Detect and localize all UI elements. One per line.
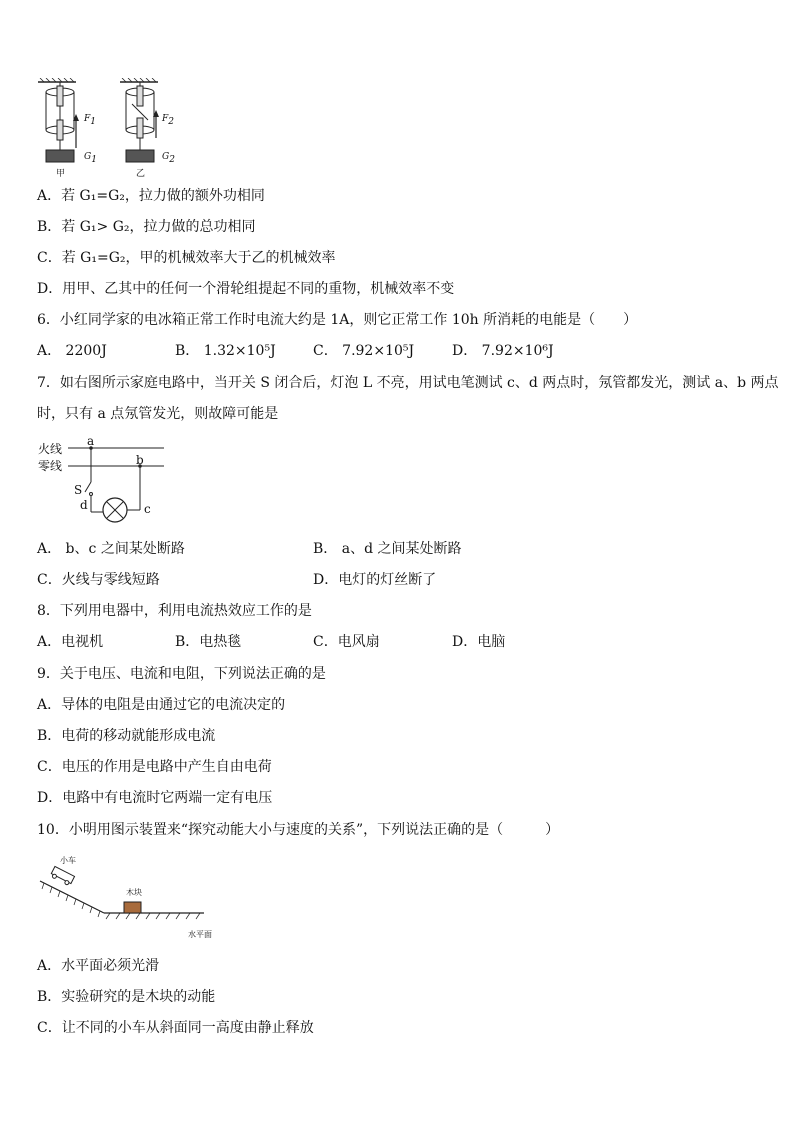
q9-option-a: A．导体的电阻是由通过它的电流决定的	[37, 697, 286, 713]
label-f2: $F_2$	[162, 114, 174, 127]
label-s: S	[74, 483, 83, 497]
q8-stem: 8．下列用电器中，利用电流热效应工作的是	[37, 603, 312, 619]
pulley-figure	[36, 78, 186, 178]
q7-option-d: D．电灯的灯丝断了	[313, 572, 437, 588]
q9-option-d: D．电路中有电流时它两端一定有电压	[37, 790, 273, 806]
label-b: b	[136, 453, 144, 467]
label-car: 小车	[60, 856, 76, 865]
label-f1: $F_1$	[84, 114, 96, 127]
label-yi: 乙	[136, 169, 146, 179]
q6-option-d: D． 7.92×10⁶J	[452, 343, 554, 359]
label-live-wire: 火线	[38, 442, 63, 456]
label-g2: $G_2$	[162, 152, 175, 165]
q5-option-a: A．若 G₁=G₂，拉力做的额外功相同	[37, 188, 265, 204]
q8-option-c: C．电风扇	[313, 634, 380, 650]
q7-option-b: B． a、d 之间某处断路	[313, 541, 462, 557]
q10-option-a: A．水平面必须光滑	[37, 958, 160, 974]
ramp-figure	[38, 853, 238, 943]
q6-option-b: B． 1.32×10⁵J	[175, 343, 276, 359]
label-block: 木块	[126, 888, 142, 897]
q10-option-b: B．实验研究的是木块的动能	[37, 989, 216, 1005]
label-jia: 甲	[56, 169, 66, 179]
q8-option-b: B．电热毯	[175, 634, 242, 650]
label-surface: 水平面	[188, 930, 212, 939]
label-g1: $G_1$	[84, 152, 97, 165]
q10-stem: 10．小明用图示装置来“探究动能大小与速度的关系”，下列说法正确的是（ ）	[37, 822, 560, 838]
label-a: a	[87, 434, 95, 448]
q7-option-c: C．火线与零线短路	[37, 572, 160, 588]
circuit-figure	[36, 434, 171, 526]
q9-stem: 9．关于电压、电流和电阻，下列说法正确的是	[37, 666, 326, 682]
label-d: d	[80, 498, 88, 512]
q7-stem-line2: 时，只有 a 点氖管发光，则故障可能是	[37, 406, 279, 422]
q7-option-a: A． b、c 之间某处断路	[37, 541, 185, 557]
q6-option-c: C． 7.92×10⁵J	[313, 343, 415, 359]
q5-option-d: D．用甲、乙其中的任何一个滑轮组提起不同的重物，机械效率不变	[37, 281, 455, 297]
q8-option-a: A．电视机	[37, 634, 104, 650]
q9-option-c: C．电压的作用是电路中产生自由电荷	[37, 759, 272, 775]
label-neutral-wire: 零线	[38, 459, 63, 473]
q8-option-d: D．电脑	[452, 634, 506, 650]
q9-option-b: B．电荷的移动就能形成电流	[37, 728, 216, 744]
q7-stem-line1: 7．如右图所示家庭电路中，当开关 S 闭合后，灯泡 L 不亮，用试电笔测试 c、d 两点时，氖管都发光，测试 a、b 两点	[37, 375, 779, 391]
q5-option-b: B．若 G₁> G₂，拉力做的总功相同	[37, 219, 256, 235]
label-c: c	[144, 502, 151, 516]
q6-option-a: A． 2200J	[37, 343, 107, 359]
q6-stem: 6．小红同学家的电冰箱正常工作时电流大约是 1A，则它正常工作 10h 所消耗的电能是（ ）	[37, 312, 638, 328]
q5-option-c: C．若 G₁=G₂，甲的机械效率大于乙的机械效率	[37, 250, 336, 266]
q10-option-c: C．让不同的小车从斜面同一高度由静止释放	[37, 1020, 314, 1036]
